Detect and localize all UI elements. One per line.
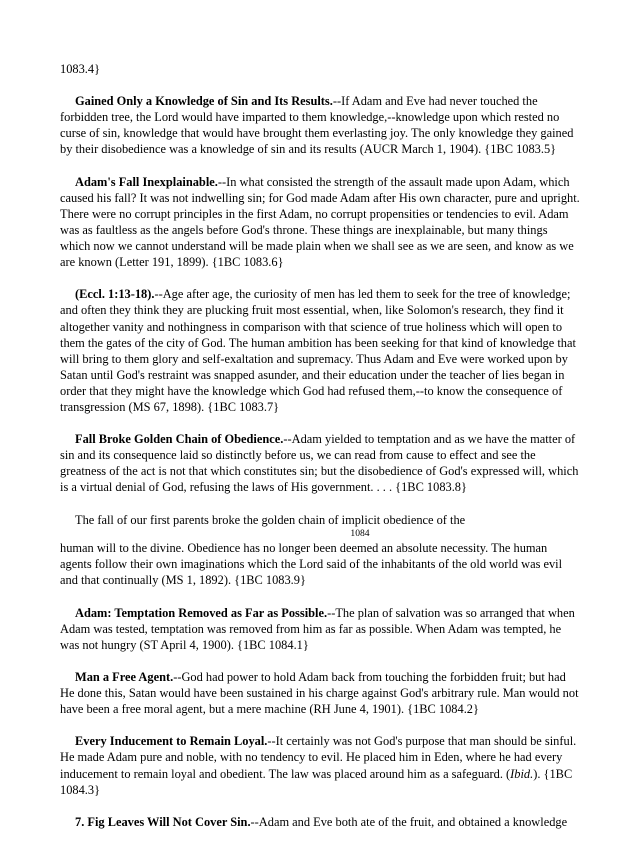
paragraph-heading: Every Inducement to Remain Loyal. — [75, 734, 268, 749]
paragraph-golden-chain — [60, 431, 580, 495]
document-page — [60, 61, 580, 846]
paragraph-body: --The plan of salvation was so arranged that when Adam was tested, temptation was removed from him as far as possible. When Adam was tempted, he was not hungry (ST April 4, 1900). {1BC 1084.1} — [60, 605, 575, 652]
paragraph-heading: Adam's Fall Inexplainable. — [75, 174, 218, 189]
paragraph-fig-leaves — [60, 814, 580, 830]
paragraph-fall-of-parents-end — [60, 540, 580, 588]
paragraph-body: --If Adam and Eve had never touched the forbidden tree, the Lord would have imparted to them knowledge,--knowledge upon which rested no curse of sin, knowledge that would have brought them everlasting joy. The only knowledge they gained by their disobedience was a knowledge of sin and its results (AUCR March 1, 1904). {1BC 1083.5} — [60, 94, 574, 157]
paragraph-heading: Adam: Temptation Removed as Far as Possible. — [75, 605, 328, 620]
paragraph-body: --It certainly was not God's purpose that man should be sinful. He made Adam pure and noble, with no tendency to evil. He placed him in Eden, where he had every inducement to remain loyal and obedient. The law was placed around him as a safeguard. ( — [60, 734, 577, 781]
paragraph-body: --Age after age, the curiosity of men has led them to seek for the tree of knowledge; and often they think they are plucking fruit most essential, when, like Solomon's research, they find it altogether vanity and nothingness in comparison with that science of true holiness which will open to them the gates of the city of God. The human ambition has been seeking for that kind of knowledge that will bring to them glory and self-exaltation and supremacy. Thus Adam and Eve were worked upon by Satan until God's restraint was snapped asunder, and their education under the teacher of lies began in order that they might have the knowledge which God had refused them,--to know the consequence of transgression (MS 67, 1898). {1BC 1083.7} — [60, 287, 576, 414]
paragraph-body: human will to the divine. Obedience has no longer been deemed an absolute necessity. The human agents follow their own imaginations which the Lord said of the inhabitants of the old world was evil and that continually (MS 1, 1892). {1BC 1083.9} — [60, 541, 563, 588]
paragraph-free-agent — [60, 669, 580, 717]
paragraph-continuation — [60, 61, 580, 77]
paragraph-eccl — [60, 286, 580, 415]
paragraph-heading: Fall Broke Golden Chain of Obedience. — [75, 432, 284, 447]
paragraph-adams-fall — [60, 174, 580, 271]
paragraph-heading: Man a Free Agent. — [75, 669, 174, 684]
ibid-reference: Ibid. — [510, 766, 534, 781]
reference-text: 1083.4} — [60, 62, 101, 76]
paragraph-heading: 7. Fig Leaves Will Not Cover Sin. — [75, 814, 251, 829]
paragraph-fall-of-parents-start — [60, 512, 580, 528]
paragraph-body: --In what consisted the strength of the assault made upon Adam, which caused his fall? It was not indwelling sin; for God made Adam after His own character, pure and upright. There were no corrupt principles in the first Adam, no corrupt propensities or tendencies to evil. Adam was as faultless as the angels before God's throne. These things are inexplainable, but many things which now we cannot understand will be made plain when we shall see as we are seen, and know as we are known (Letter 191, 1899). {1BC 1083.6} — [60, 174, 580, 270]
paragraph-body: --Adam and Eve both ate of the fruit, and obtained a knowledge — [250, 814, 568, 829]
paragraph-heading: (Eccl. 1:13-18). — [75, 287, 155, 302]
paragraph-tail: ). {1BC 1084.3} — [60, 766, 573, 797]
paragraph-heading: Gained Only a Knowledge of Sin and Its Results. — [75, 94, 333, 109]
paragraph-body: The fall of our first parents broke the golden chain of implicit obedience of the — [75, 512, 466, 527]
paragraph-every-inducement — [60, 733, 580, 797]
page-number: 1084 — [350, 527, 370, 539]
paragraph-temptation-removed — [60, 605, 580, 653]
paragraph-body: --Adam yielded to temptation and as we have the matter of sin and its consequence laid so distinctly before us, we can read from cause to effect and see the greatness of the act is not that which constitutes sin; but the disobedience of God's expressed will, which is a virtual denial of God, refusing the laws of His government. . . . {1BC 1083.8} — [60, 432, 579, 495]
paragraph-gained-only-knowledge — [60, 93, 580, 157]
paragraph-body: --God had power to hold Adam back from touching the forbidden fruit; but had He done this, Satan would have been sustained in his charge against God's arbitrary rule. Man would not have been a free moral agent, but a mere machine (RH June 4, 1901). {1BC 1084.2} — [60, 669, 579, 717]
